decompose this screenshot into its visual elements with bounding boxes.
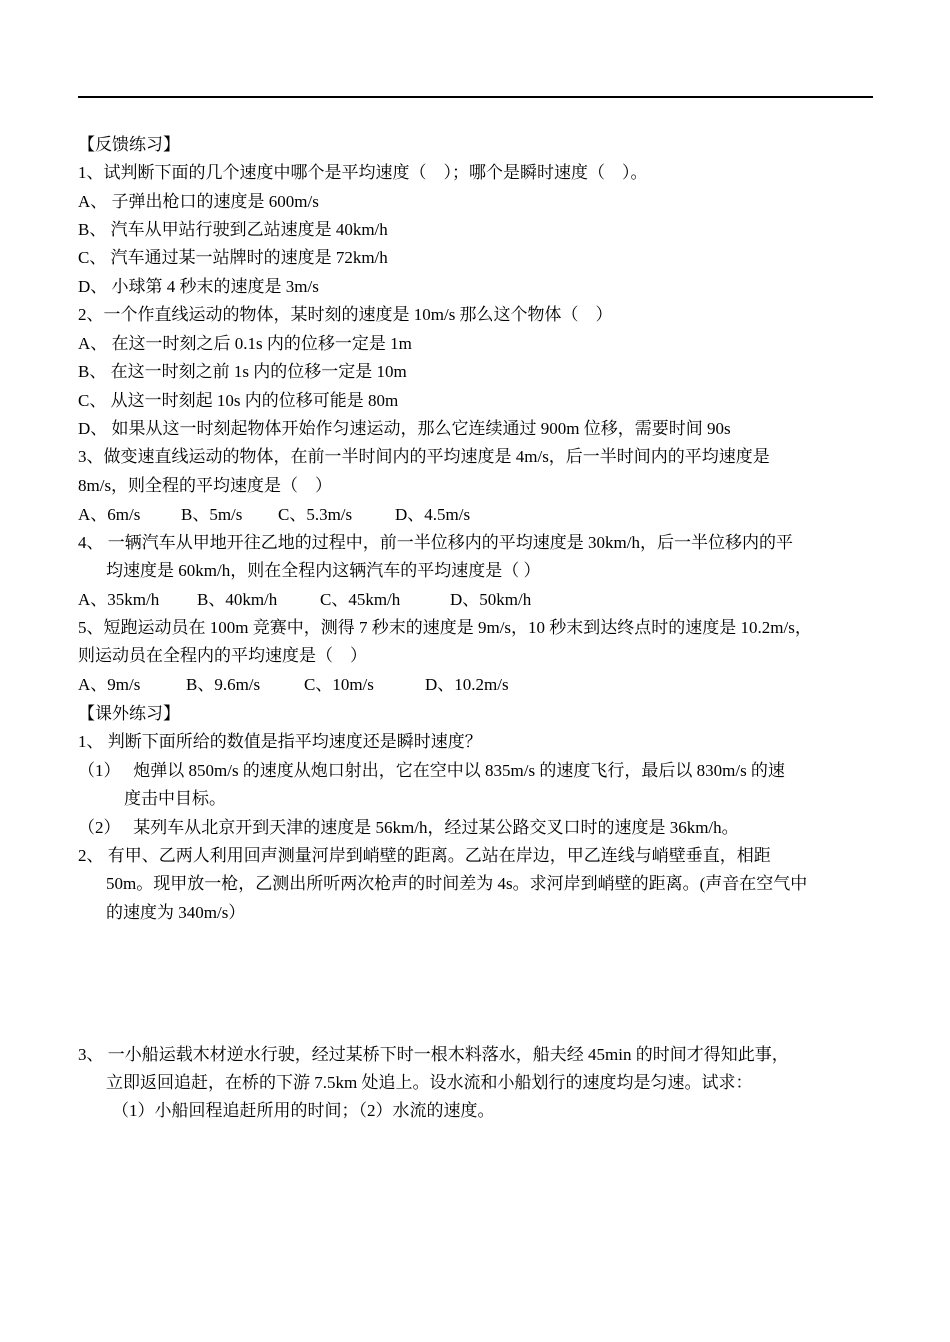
question-4-option-c: C、45km/h [320, 590, 401, 609]
question-5-line-1: 5、短跑运动员在 100m 竞赛中，测得 7 秒末的速度是 9m/s，10 秒末到达终点时的速度是 10.2m/s， [78, 618, 812, 637]
homework-1-sub-2: （2） 某列车从北京开到天津的速度是 56km/h，经过某公路交叉口时的速度是 36km/h。 [78, 818, 739, 837]
homework-1-sub-1-line-1: （1） 炮弹以 850m/s 的速度从炮口射出，它在空中以 835m/s 的速度飞行，最后以 830m/s 的速 [78, 761, 785, 780]
question-1-option-a: A、 子弹出枪口的速度是 600m/s [78, 192, 319, 211]
question-3-option-a: A、6m/s [78, 505, 141, 524]
question-5-option-d: D、10.2m/s [425, 675, 509, 694]
homework-2-line-1: 2、 有甲、乙两人利用回声测量河岸到峭壁的距离。乙站在岸边，甲乙连线与峭壁垂直，相距 [78, 846, 771, 865]
question-1-stem: 1、试判断下面的几个速度中哪个是平均速度（ ）；哪个是瞬时速度（ ）。 [78, 163, 648, 182]
homework-1-stem: 1、 判断下面所给的数值是指平均速度还是瞬时速度？ [78, 732, 482, 751]
question-2-option-d: D、 如果从这一时刻起物体开始作匀速运动，那么它连续通过 900m 位移，需要时间 90s [78, 419, 731, 438]
section-title-feedback: 【反馈练习】 [78, 135, 180, 154]
question-4-line-2: 均速度是 60km/h，则在全程内这辆汽车的平均速度是（ ） [106, 561, 541, 580]
question-2-option-a: A、 在这一时刻之后 0.1s 内的位移一定是 1m [78, 334, 412, 353]
question-1-option-c: C、 汽车通过某一站牌时的速度是 72km/h [78, 248, 388, 267]
homework-3-line-1: 3、 一小船运载木材逆水行驶，经过某桥下时一根木料落水，船夫经 45min 的时间才得知此事， [78, 1045, 789, 1064]
question-5-option-b: B、9.6m/s [186, 675, 261, 694]
question-3-option-b: B、5m/s [181, 505, 243, 524]
question-4-option-a: A、35km/h [78, 590, 160, 609]
question-2-option-b: B、 在这一时刻之前 1s 内的位移一定是 10m [78, 362, 407, 381]
question-1-option-d: D、 小球第 4 秒末的速度是 3m/s [78, 277, 319, 296]
header-rule [78, 96, 873, 98]
question-4-line-1: 4、 一辆汽车从甲地开往乙地的过程中，前一半位移内的平均速度是 30km/h，后一半位移内的平 [78, 533, 793, 552]
homework-2-line-3: 的速度为 340m/s） [106, 903, 246, 922]
question-4-option-d: D、50km/h [450, 590, 532, 609]
question-5-line-2: 则运动员在全程内的平均速度是（ ） [78, 646, 367, 665]
question-3-line-1: 3、做变速直线运动的物体，在前一半时间内的平均速度是 4m/s，后一半时间内的平均速度是 [78, 447, 770, 466]
question-5-option-a: A、9m/s [78, 675, 141, 694]
question-3-line-2: 8m/s，则全程的平均速度是（ ） [78, 476, 333, 495]
homework-2-line-2: 50m。现甲放一枪，乙测出所听两次枪声的时间差为 4s。求河岸到峭壁的距离。(声音在空气中 [106, 874, 808, 893]
question-5-option-c: C、10m/s [304, 675, 374, 694]
question-3-option-d: D、4.5m/s [395, 505, 471, 524]
question-1-option-b: B、 汽车从甲站行驶到乙站速度是 40km/h [78, 220, 388, 239]
section-title-extracurricular: 【课外练习】 [78, 704, 180, 723]
question-2-option-c: C、 从这一时刻起 10s 内的位移可能是 80m [78, 391, 399, 410]
homework-3-line-3: （1）小船回程追赶所用的时间；（2）水流的速度。 [112, 1101, 495, 1120]
homework-3-line-2: 立即返回追赶，在桥的下游 7.5km 处追上。设水流和小船划行的速度均是匀速。试求： [106, 1073, 753, 1092]
question-2-stem: 2、一个作直线运动的物体，某时刻的速度是 10m/s 那么这个物体（ ） [78, 305, 613, 324]
homework-1-sub-1-line-2: 度击中目标。 [124, 789, 226, 808]
question-3-option-c: C、5.3m/s [278, 505, 353, 524]
question-4-option-b: B、40km/h [197, 590, 278, 609]
